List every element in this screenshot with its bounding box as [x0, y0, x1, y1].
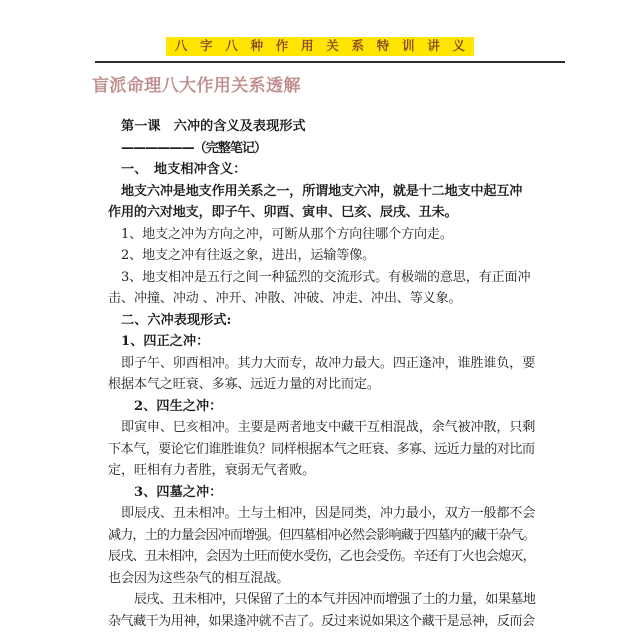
numbered-item-2: 2、地支之冲有往返之象，进出，运输等像。 — [121, 248, 376, 263]
section-one-heading: 一、 地支相冲含义： — [121, 162, 247, 177]
subsection-1-line-1: 即子午、卯酉相冲。其力大而专，故冲力最大。四正逢冲，谁胜谁负，要 — [121, 355, 536, 371]
page-header — [0, 0, 640, 62]
subsection-3-heading: 3、四墓之冲： — [134, 484, 223, 500]
document-body — [108, 116, 540, 632]
section-two-heading: 二、六冲表现形式: — [121, 312, 232, 328]
subsection-3-line-2: 减力，土的力量会因冲而增强。但四墓相冲必然会影响藏于四墓内的藏干杂气。 — [108, 527, 535, 543]
subsection-3-line-4: 也会因为这些杂气的相互混战。 — [108, 570, 290, 586]
page-title: 盲派命理八大作用关系透解 — [92, 76, 301, 96]
section-one-line-1: 地支六冲是地支作用关系之一，所谓地支六冲，就是十二地支中起互冲 — [121, 183, 523, 199]
header-divider-rule — [95, 61, 565, 63]
lesson-heading: 第一课 六冲的含义及表现形式 — [121, 119, 306, 134]
subsection-3-line-3: 辰戌、丑未相冲，会因为土旺而使水受伤，乙也会受伤。辛还有丁火也会熄灭， — [108, 549, 535, 564]
subsection-3-line-1: 即辰戌、丑未相冲。土与土相冲，因是同类，冲力最小，双方一般都不会 — [121, 506, 536, 521]
subsection-2-line-1: 即寅申、巳亥相冲。主要是两者地支中藏干互相混战，余气被冲散，只剩 — [121, 420, 536, 435]
closing-line-1: 辰戌、丑未相冲，只保留了土的本气并因冲而增强了土的力量，如果墓地 — [134, 592, 536, 607]
subsection-2-line-2: 下本气，要论它们谁胜谁负？同样根据本气之旺衰、多寡、远近力量的对比而 — [108, 441, 535, 457]
subsection-2-line-3: 定，旺相有力者胜，衰弱无气者败。 — [108, 463, 316, 478]
numbered-item-1: 1、地支之冲为方向之冲，可断从那个方向往哪个方向走。 — [121, 226, 453, 242]
closing-line-2: 杂气藏干为用神，如果逢冲就不吉了。反过来说如果这个藏干是忌神，反而会 — [108, 613, 535, 629]
section-one-line-2: 作用的六对地支，即子午、卯酉、寅申、巳亥、辰戌、丑未。 — [108, 205, 458, 220]
running-header-wrap — [0, 35, 640, 56]
running-header-title: 八 字 八 种 作 用 关 系 特 训 讲 义 — [166, 37, 474, 56]
subsection-2-heading: 2、四生之冲： — [134, 398, 223, 414]
numbered-item-3: 3、地支相冲是五行之间一种猛烈的交流形式。有极端的意思，有正面冲 — [121, 269, 531, 285]
subsection-1-line-2: 根据本气之旺衰、多寡、远近力量的对比而定。 — [108, 377, 380, 392]
lesson-subheading: ——————（完整笔记） — [121, 140, 267, 156]
subsection-1-heading: 1、四正之冲： — [121, 334, 210, 349]
numbered-item-3-cont: 击、冲撞、冲动 、冲开、冲散、冲破、冲走、冲出、等义象。 — [108, 291, 462, 306]
